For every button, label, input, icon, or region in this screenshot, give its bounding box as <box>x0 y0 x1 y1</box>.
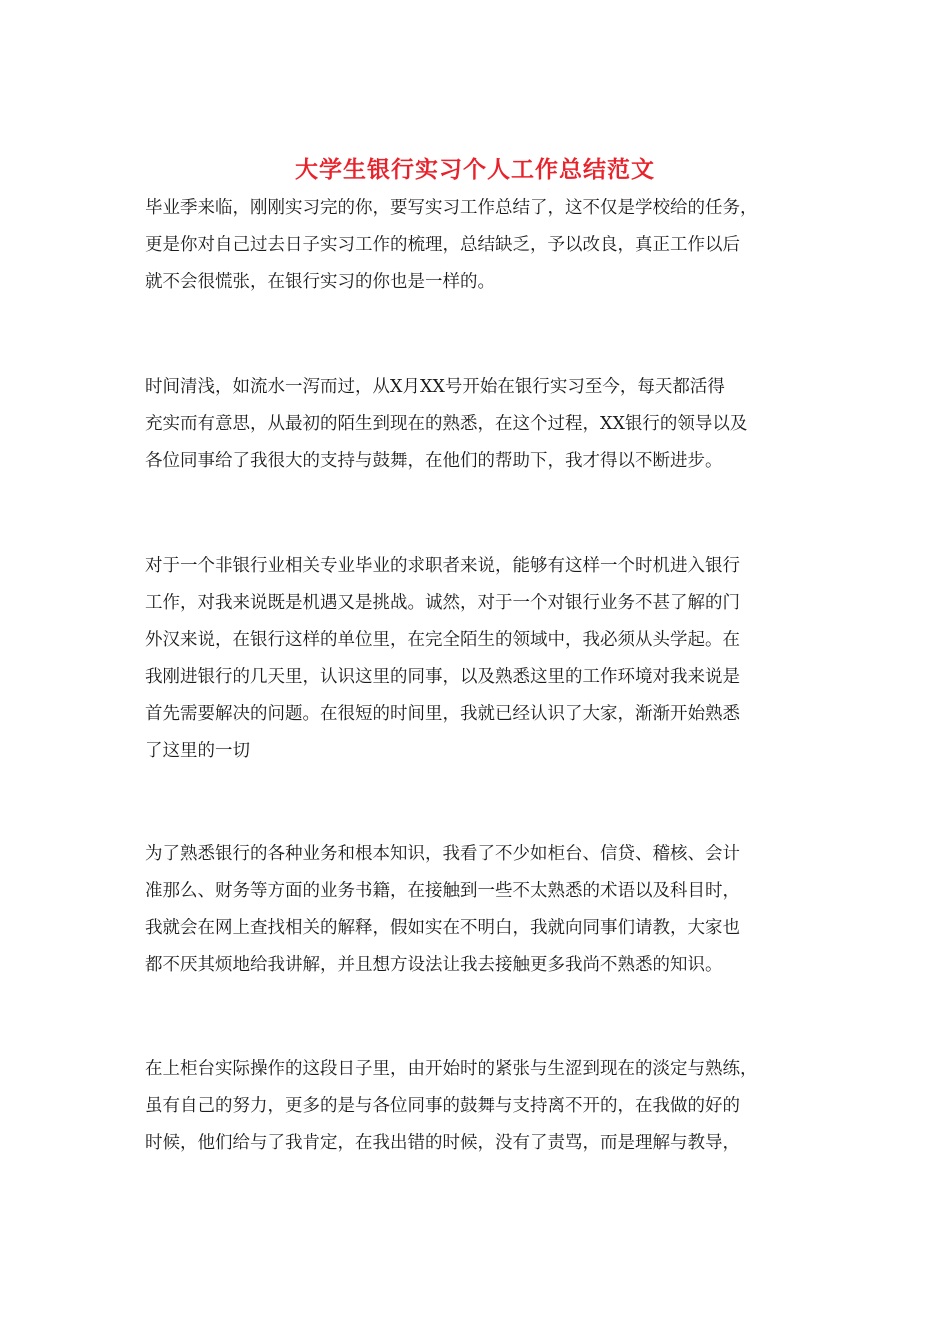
paragraph-line: 工作，对我来说既是机遇又是挑战。诚然，对于一个对银行业务不甚了解的门 <box>145 593 740 613</box>
paragraph-line: 在上柜台实际操作的这段日子里，由开始时的紧张与生涩到现在的淡定与熟练， <box>145 1059 758 1079</box>
paragraph-line: 首先需要解决的问题。在很短的时间里，我就已经认识了大家，渐渐开始熟悉 <box>145 704 740 724</box>
paragraph-line: 就不会很慌张，在银行实习的你也是一样的。 <box>145 272 495 292</box>
paragraph-line: 毕业季来临，刚刚实习完的你，要写实习工作总结了，这不仅是学校给的任务， <box>145 198 758 218</box>
paragraph-5 <box>145 1051 815 1162</box>
paragraph-2 <box>145 369 815 480</box>
paragraph-line: 时候，他们给与了我肯定，在我出错的时候，没有了责骂，而是理解与教导， <box>145 1133 740 1153</box>
paragraph-1 <box>145 190 815 301</box>
paragraph-4 <box>145 836 815 984</box>
paragraph-line: 准那么、财务等方面的业务书籍，在接触到一些不太熟悉的术语以及科目时， <box>145 881 740 901</box>
paragraph-line: 都不厌其烦地给我讲解，并且想方设法让我去接触更多我尚不熟悉的知识。 <box>145 955 723 975</box>
document-title: 大学生银行实习个人工作总结范文 <box>295 156 655 183</box>
paragraph-line: 为了熟悉银行的各种业务和根本知识，我看了不少如柜台、信贷、稽核、会计 <box>145 844 740 864</box>
paragraph-line: 了这里的一切 <box>145 741 250 761</box>
paragraph-line: 对于一个非银行业相关专业毕业的求职者来说，能够有这样一个时机进入银行 <box>145 556 740 576</box>
paragraph-line: 时间清浅，如流水一泻而过，从X月XX号开始在银行实习至今，每天都活得 <box>145 377 725 397</box>
paragraph-3 <box>145 548 815 770</box>
paragraph-line: 虽有自己的努力，更多的是与各位同事的鼓舞与支持离不开的，在我做的好的 <box>145 1096 740 1116</box>
paragraph-line: 我就会在网上查找相关的解释，假如实在不明白，我就向同事们请教，大家也 <box>145 918 740 938</box>
paragraph-line: 更是你对自己过去日子实习工作的梳理，总结缺乏，予以改良，真正工作以后 <box>145 235 740 255</box>
paragraph-line: 外汉来说，在银行这样的单位里，在完全陌生的领域中，我必须从头学起。在 <box>145 630 740 650</box>
paragraph-line: 我刚进银行的几天里，认识这里的同事，以及熟悉这里的工作环境对我来说是 <box>145 667 740 687</box>
paragraph-line: 各位同事给了我很大的支持与鼓舞，在他们的帮助下，我才得以不断进步。 <box>145 451 723 471</box>
paragraph-line: 充实而有意思，从最初的陌生到现在的熟悉，在这个过程，XX银行的领导以及 <box>145 414 748 434</box>
